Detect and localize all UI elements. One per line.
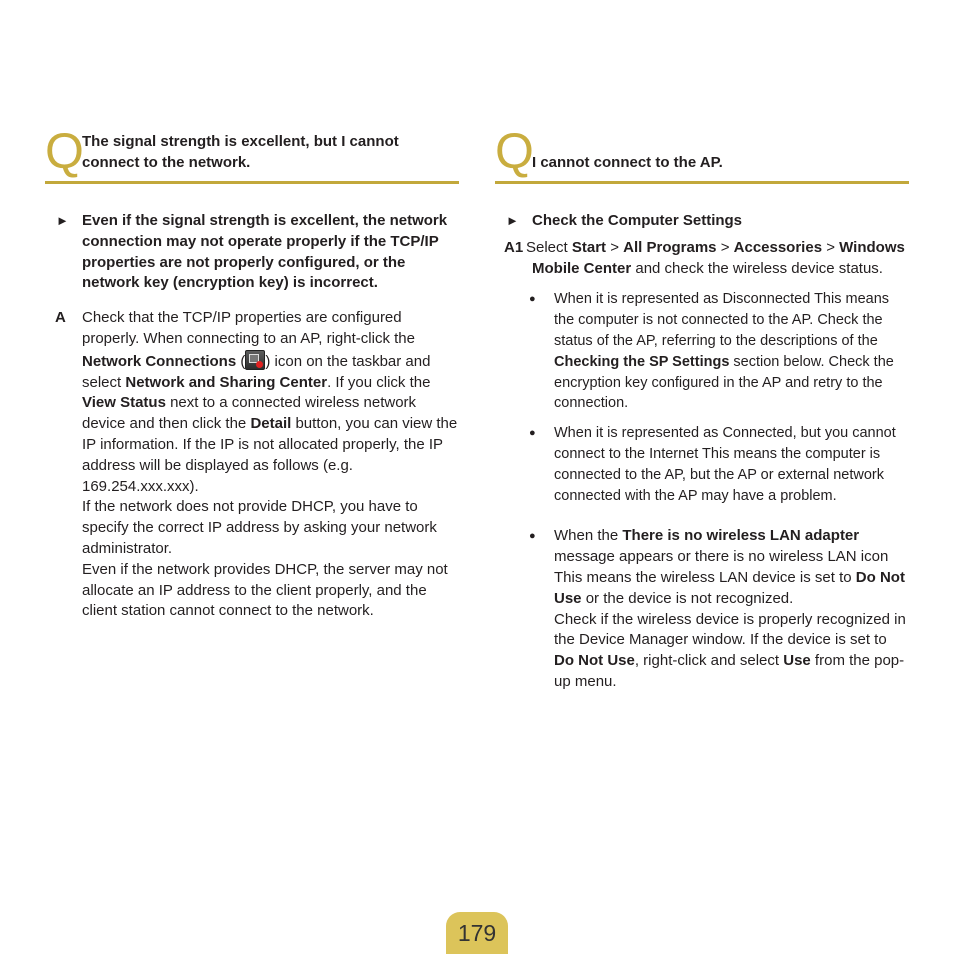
answer-text: . If you click the xyxy=(327,373,431,391)
bullet-text: Check if the wireless device is properly recognized in the Device Manager window. If the device is set to xyxy=(554,610,906,649)
question-text xyxy=(82,131,452,173)
bullet-paragraph xyxy=(554,610,909,693)
q-letter: Q xyxy=(45,123,84,179)
bullet-text: from the pop-up menu. xyxy=(554,652,905,690)
answer-bold: View Status xyxy=(82,394,166,412)
answer-text: > xyxy=(716,238,734,256)
bullet-icon: ● xyxy=(529,530,536,543)
answer-text: ( xyxy=(236,352,246,370)
summary xyxy=(45,211,459,294)
answer-label: A1 xyxy=(504,238,524,256)
bullet-icon: ● xyxy=(529,427,536,440)
answer-bold: Start xyxy=(571,238,607,256)
bullet-text: , right-click and select xyxy=(634,652,784,670)
bullet-bold: Do Not Use xyxy=(554,652,635,670)
question-line: The signal strength is excellent, but I cannot xyxy=(82,133,399,150)
answer-paragraph: If the network does not provide DHCP, you have to specify the correct IP address by asking your network administrator. xyxy=(82,498,437,557)
answer-bold: Network Connections xyxy=(82,352,237,370)
bullet-icon: ● xyxy=(529,293,536,306)
arrow-icon: ► xyxy=(56,213,69,228)
bullet-text: section below. Check the encryption key configured in the AP and retry to the connection. xyxy=(554,353,894,412)
network-connections-icon xyxy=(245,350,265,370)
bullet-bold: Checking the SP Settings xyxy=(554,353,730,370)
bullet-text: When it is represented as Connected, but you cannot connect to the Internet This means the computer is connected to the AP, but the AP or external network connected with the AP may have a problem. xyxy=(554,425,896,504)
summary-text: Check the Computer Settings xyxy=(532,212,743,229)
answer-text: ) icon on the taskbar and select xyxy=(82,352,431,391)
list-item xyxy=(495,526,909,692)
left-column xyxy=(45,123,459,622)
answer-text: button, you can view the IP information. If the IP is not allocated properly, the IP address will be displayed as follows (e.g. 169.254.xxx.xxx). xyxy=(82,415,458,495)
right-column xyxy=(495,123,909,693)
answer-paragraph: Even if the network provides DHCP, the server may not allocate an IP address to the client properly, and the client station cannot connect to the network. xyxy=(82,560,448,620)
list-item xyxy=(495,423,909,506)
answer-bold: Network and Sharing Center xyxy=(125,373,328,391)
summary xyxy=(495,211,909,232)
answer-text: and check the wireless device status. xyxy=(631,259,883,277)
question-line: connect to the network. xyxy=(82,154,251,171)
question-header xyxy=(495,123,909,184)
summary-text: Even if the signal strength is excellent, the network connection may not operate properly if the TCP/IP properties are not properly configured, or the network key (encryption key) is incorrect. xyxy=(82,212,448,292)
question-text: I cannot connect to the AP. xyxy=(532,154,723,171)
bullet-bold: Use xyxy=(783,652,811,670)
q-letter: Q xyxy=(495,123,534,179)
answer-bold: Detail xyxy=(250,415,292,433)
bullet-paragraph xyxy=(554,568,909,610)
answer-a1 xyxy=(495,238,909,280)
bullet-bold: Do Not Use xyxy=(554,568,905,607)
answer-text: > xyxy=(606,238,624,256)
bullet-text: This means the wireless LAN device is set to xyxy=(554,568,856,586)
answer-bold: All Programs xyxy=(623,238,717,256)
bullet-text: When the xyxy=(554,527,623,545)
arrow-icon: ► xyxy=(506,213,519,228)
answer-text: Select xyxy=(526,238,572,256)
bullet-text: When it is represented as Disconnected This means the computer is not connected to the AP. Check the status of the AP, referring to the descriptions of the xyxy=(554,291,890,349)
list-item xyxy=(495,289,909,414)
answer xyxy=(45,308,459,622)
bullet-text: message appears or there is no wireless LAN icon xyxy=(554,548,889,566)
answer-text: > xyxy=(822,238,840,256)
answer-label: A xyxy=(55,309,66,327)
answer-bold: Windows Mobile Center xyxy=(532,238,905,277)
answer-text: Check that the TCP/IP properties are configured properly. When connecting to an AP, right-click the xyxy=(82,309,415,347)
bullet-bold: There is no wireless LAN adapter xyxy=(622,527,860,545)
answer-text: next to a connected wireless network device and then click the xyxy=(82,394,417,433)
bullet-text: or the device is not recognized. xyxy=(581,589,794,607)
answer-bold: Accessories xyxy=(733,238,823,256)
page-number: 179 xyxy=(446,912,508,954)
question-header xyxy=(45,123,459,184)
